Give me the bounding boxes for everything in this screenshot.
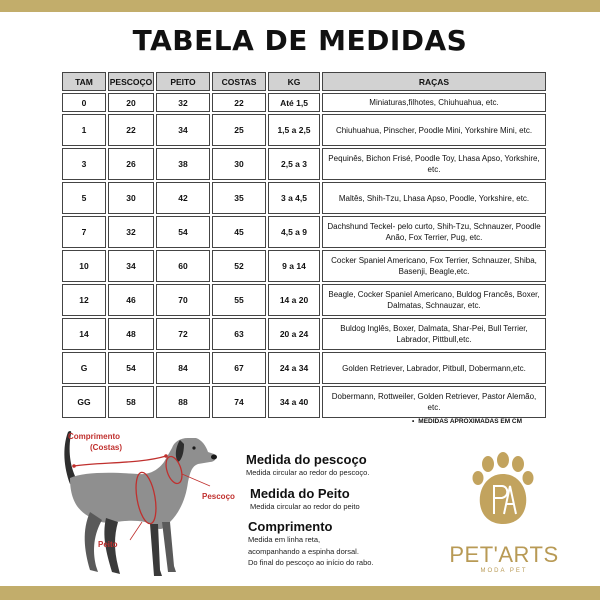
table-header-row xyxy=(62,72,546,91)
cell-pescoco: 26 xyxy=(108,148,154,180)
page-title: TABELA DE MEDIDAS xyxy=(132,24,468,57)
cell-pescoco: 48 xyxy=(108,318,154,350)
cell-pescoco: 54 xyxy=(108,352,154,384)
bullet-icon: • xyxy=(412,418,415,425)
cell-peito: 34 xyxy=(156,114,210,146)
legend-neck-desc: Medida circular ao redor do pescoço. xyxy=(246,468,370,477)
cell-costas: 22 xyxy=(212,93,266,112)
cell-racas: Golden Retriever, Labrador, Pitbull, Dobermann,etc. xyxy=(322,352,546,384)
cell-racas: Miniaturas,filhotes, Chiuhuahua, etc. xyxy=(322,93,546,112)
table-row xyxy=(62,250,546,282)
cell-pescoco: 32 xyxy=(108,216,154,248)
cell-costas: 63 xyxy=(212,318,266,350)
cell-racas: Chiuhuahua, Pinscher, Poodle Mini, Yorkshire Mini, etc. xyxy=(322,114,546,146)
legend-length-desc-3: Do final do pescoço ao início do rabo. xyxy=(248,558,374,567)
cell-tam: 14 xyxy=(62,318,106,350)
cell-tam: G xyxy=(62,352,106,384)
column-header-costas: COSTAS xyxy=(212,72,266,91)
legend-length xyxy=(248,519,374,569)
brand-tagline: MODA PET xyxy=(480,568,528,574)
cell-tam: 3 xyxy=(62,148,106,180)
cell-kg: 4,5 a 9 xyxy=(268,216,320,248)
cell-pescoco: 58 xyxy=(108,386,154,418)
table-row xyxy=(62,216,546,248)
cell-kg: 1,5 a 2,5 xyxy=(268,114,320,146)
cell-peito: 38 xyxy=(156,148,210,180)
cell-peito: 84 xyxy=(156,352,210,384)
cell-tam: 10 xyxy=(62,250,106,282)
legend-chest-title: Medida do Peito xyxy=(250,486,350,501)
table-row xyxy=(62,318,546,350)
cell-kg: Até 1,5 xyxy=(268,93,320,112)
cell-costas: 30 xyxy=(212,148,266,180)
column-header-racas: RAÇAS xyxy=(322,72,546,91)
column-header-tam: TAM xyxy=(62,72,106,91)
cell-pescoco: 30 xyxy=(108,182,154,214)
table-row xyxy=(62,148,546,180)
cell-costas: 35 xyxy=(212,182,266,214)
cell-racas: Cocker Spaniel Americano, Fox Terrier, Schnauzer, Shiba, Basenji, Beagle,etc. xyxy=(322,250,546,282)
cell-tam: 1 xyxy=(62,114,106,146)
table-row xyxy=(62,114,546,146)
table-row xyxy=(62,284,546,316)
cell-costas: 67 xyxy=(212,352,266,384)
length-label: Comprimento xyxy=(68,432,120,441)
cell-kg: 9 a 14 xyxy=(268,250,320,282)
cell-racas: Dachshund Teckel- pelo curto, Shih-Tzu, Schnauzer, Poodle Anão, Fox Terrier, Pug, etc. xyxy=(322,216,546,248)
cell-pescoco: 22 xyxy=(108,114,154,146)
cell-kg: 20 a 24 xyxy=(268,318,320,350)
cell-racas: Beagle, Cocker Spaniel Americano, Buldog Francês, Boxer, Dalmatas, Schnauzar, etc. xyxy=(322,284,546,316)
cell-racas: Dobermann, Rottweiler, Golden Retriever, Pastor Alemão, etc. xyxy=(322,386,546,418)
note-text: MEDIDAS APROXIMADAS EM CM xyxy=(418,418,523,425)
back-label: (Costas) xyxy=(90,443,123,452)
column-header-peito: PEITO xyxy=(156,72,210,91)
cell-peito: 54 xyxy=(156,216,210,248)
chest-label: Peito xyxy=(98,540,118,549)
cell-racas: Maltês, Shih-Tzu, Lhasa Apso, Poodle, Yorkshire, etc. xyxy=(322,182,546,214)
cell-peito: 70 xyxy=(156,284,210,316)
legend-neck-title: Medida do pescoço xyxy=(246,452,367,467)
legend-chest-desc: Medida circular ao redor do peito xyxy=(250,502,360,511)
top-gold-bar xyxy=(0,0,600,12)
legend-chest xyxy=(250,486,360,513)
size-table xyxy=(60,70,548,420)
cell-tam: 7 xyxy=(62,216,106,248)
measurement-note xyxy=(412,418,522,425)
cell-racas: Pequinês, Bichon Frisé, Poodle Toy, Lhasa Apso, Yorkshire, etc. xyxy=(322,148,546,180)
cell-peito: 88 xyxy=(156,386,210,418)
table-row xyxy=(62,386,546,418)
dog-measurement-diagram xyxy=(50,426,240,586)
cell-costas: 74 xyxy=(212,386,266,418)
cell-kg: 14 a 20 xyxy=(268,284,320,316)
cell-pescoco: 20 xyxy=(108,93,154,112)
bottom-gold-bar xyxy=(0,586,600,600)
cell-costas: 52 xyxy=(212,250,266,282)
column-header-kg: KG xyxy=(268,72,320,91)
cell-racas: Buldog Inglês, Boxer, Dalmata, Shar-Pei, Bull Terrier, Labrador, Pittbull,etc. xyxy=(322,318,546,350)
legend-length-desc-1: Medida em linha reta, xyxy=(248,535,321,544)
cell-peito: 32 xyxy=(156,93,210,112)
cell-peito: 60 xyxy=(156,250,210,282)
table-row xyxy=(62,182,546,214)
legend-neck xyxy=(246,452,369,479)
cell-costas: 25 xyxy=(212,114,266,146)
cell-kg: 34 a 40 xyxy=(268,386,320,418)
cell-peito: 42 xyxy=(156,182,210,214)
cell-costas: 45 xyxy=(212,216,266,248)
brand-name: PET'ARTS xyxy=(449,542,559,567)
dog-icon xyxy=(64,431,217,576)
cell-costas: 55 xyxy=(212,284,266,316)
cell-tam: 0 xyxy=(62,93,106,112)
legend-length-title: Comprimento xyxy=(248,519,333,534)
cell-tam: 12 xyxy=(62,284,106,316)
table-row xyxy=(62,352,546,384)
column-header-pescoco: PESCOÇO xyxy=(108,72,154,91)
cell-kg: 3 a 4,5 xyxy=(268,182,320,214)
cell-kg: 2,5 a 3 xyxy=(268,148,320,180)
neck-label: Pescoço xyxy=(202,492,235,501)
table-row xyxy=(62,93,546,112)
cell-peito: 72 xyxy=(156,318,210,350)
cell-kg: 24 a 34 xyxy=(268,352,320,384)
cell-tam: GG xyxy=(62,386,106,418)
cell-pescoco: 34 xyxy=(108,250,154,282)
cell-tam: 5 xyxy=(62,182,106,214)
legend-length-desc-2: acompanhando a espinha dorsal. xyxy=(248,546,359,556)
cell-pescoco: 46 xyxy=(108,284,154,316)
